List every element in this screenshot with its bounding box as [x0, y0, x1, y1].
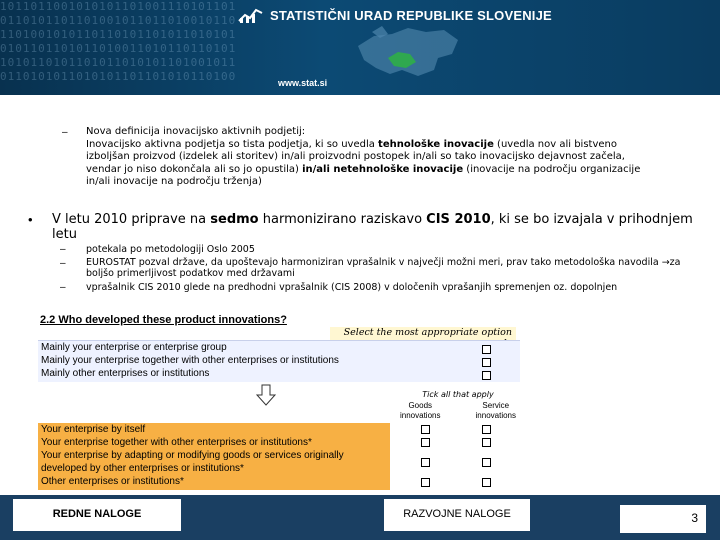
question-title: 2.2 Who developed these product innovations? [40, 314, 287, 326]
tick-rows-box [38, 423, 390, 490]
dash-marker: – [60, 258, 66, 269]
razvojne-naloge-tab[interactable]: RAZVOJNE NALOGE [384, 499, 530, 531]
select-hint: Select the most appropriate option [330, 327, 516, 340]
page-number: 3 [620, 505, 706, 533]
header-banner [0, 0, 720, 95]
option-checkbox[interactable] [482, 345, 491, 354]
service-checkbox[interactable] [482, 478, 491, 487]
tick-row-label: developed by other enterprises or institutions* [41, 463, 244, 474]
definition-line: izboljšan proizvod (izdelek ali storitev) in/ali proizvodni postopek in/ali so tako inovacijsko dejavnost začela, [86, 151, 625, 162]
tick-hint: Tick all that apply [422, 390, 494, 399]
dash-marker: – [60, 282, 66, 293]
arrow-down-icon [256, 384, 276, 406]
redne-naloge-tab[interactable]: REDNE NALOGE [13, 499, 181, 531]
tick-row-label: Your enterprise by adapting or modifying goods or services originally [41, 450, 344, 461]
main-bullet-text: V letu 2010 priprave na sedmo harmonizirano raziskavo CIS 2010, ki se bo izvajala v prihodnjem letu [52, 212, 693, 242]
digit-row: 1010110101101011010101101001011 [0, 56, 237, 69]
option-label: Mainly your enterprise together with other enterprises or institutions [41, 355, 339, 366]
digit-row: 0101101101011010011010110110101 [0, 42, 237, 55]
website-url[interactable]: www.stat.si [278, 78, 328, 88]
digit-row: 1101001010110110101101011010101 [0, 28, 237, 41]
digit-row: 0110101011010101101101010110100 [0, 70, 237, 83]
europe-map-icon [352, 24, 462, 80]
sub-item: EUROSTAT pozval države, da upoštevajo harmoniziran vprašalnik v največji možni meri, prav tako metodološka navodila →za boljšo primerljivost podatkov med državami [86, 257, 681, 279]
service-checkbox[interactable] [482, 425, 491, 434]
logo-chart-icon [238, 6, 264, 24]
option-label: Mainly other enterprises or institutions [41, 368, 210, 379]
definition-line: Inovacijsko aktivna podjetja so tista podjetja, ki so uvedla tehnološke inovacije (uvedla nov ali bistveno [86, 138, 617, 150]
service-checkbox[interactable] [482, 438, 491, 447]
sub-item: potekala po metodologiji Oslo 2005 [86, 244, 255, 255]
options-box [38, 340, 520, 382]
digit-row: 1011011001010101101001110101101 [0, 0, 237, 13]
goods-column-header: Goods innovations [400, 401, 441, 420]
tick-row-label: Other enterprises or institutions* [41, 476, 184, 487]
goods-checkbox[interactable] [421, 438, 430, 447]
definition-heading: Nova definicija inovacijsko aktivnih podjetij: [86, 126, 306, 137]
goods-checkbox[interactable] [421, 478, 430, 487]
tick-row-label: Your enterprise by itself [41, 424, 146, 435]
column-headers [400, 401, 516, 420]
digit-row: 0110101101101001011011010010110 [0, 14, 237, 27]
tick-row-label: Your enterprise together with other enterprises or institutions* [41, 437, 312, 448]
option-checkbox[interactable] [482, 358, 491, 367]
option-checkbox[interactable] [482, 371, 491, 380]
agency-title: STATISTIČNI URAD REPUBLIKE SLOVENIJE [270, 7, 552, 23]
service-checkbox[interactable] [482, 458, 491, 467]
definition-line: vendar jo niso dokončala ali so jo opustila) in/ali netehnološke inovacije (inovacije na področju organizacije [86, 163, 641, 175]
goods-checkbox[interactable] [421, 458, 430, 467]
sub-item: vprašalnik CIS 2010 glede na predhodni vprašalnik (CIS 2008) v določenih vprašanjih spremenjen oz. dopolnjen [86, 282, 618, 293]
dash-marker: – [62, 127, 68, 138]
definition-block [86, 126, 716, 189]
goods-checkbox[interactable] [421, 425, 430, 434]
dash-marker: – [60, 244, 66, 255]
service-column-header: Service innovations [475, 401, 516, 420]
bullet-marker: • [28, 212, 33, 227]
option-label: Mainly your enterprise or enterprise group [41, 342, 227, 353]
definition-line: in/ali inovacije na področju trženja) [86, 176, 262, 187]
logo [238, 6, 552, 24]
